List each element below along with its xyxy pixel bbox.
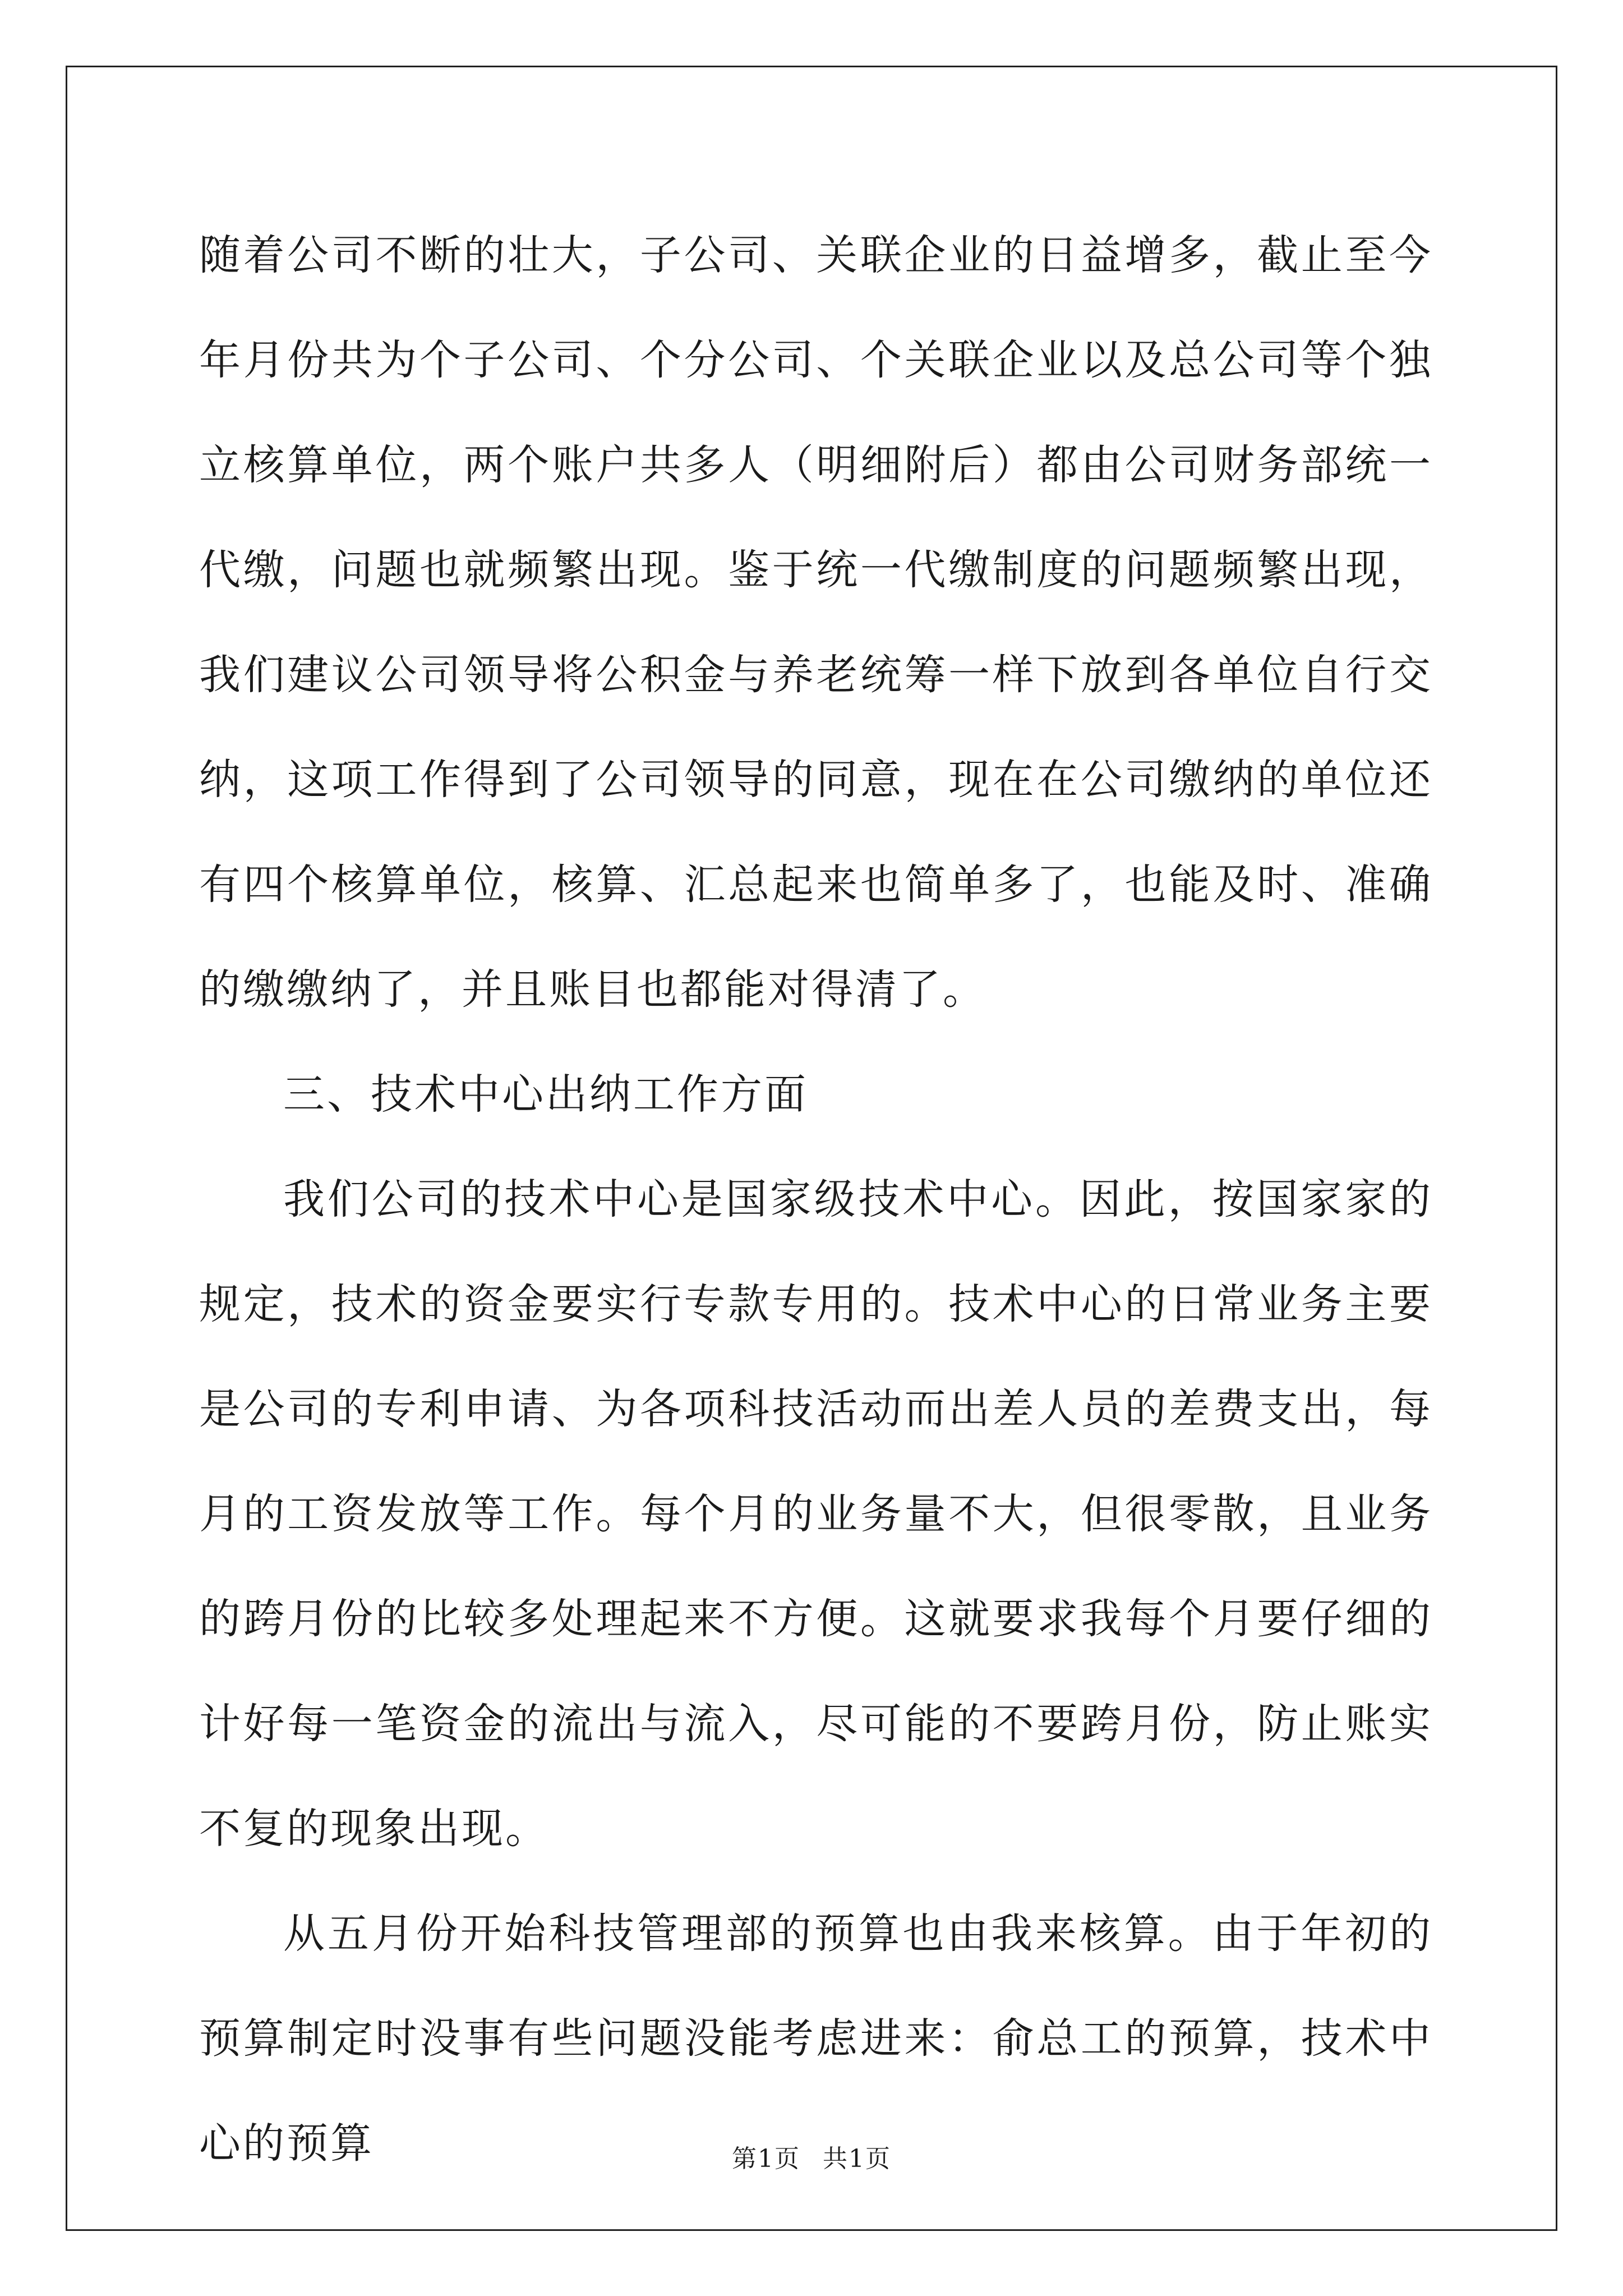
paragraph-2: 我们公司的技术中心是国家级技术中心。因此，按国家家的规定，技术的资金要实行专款专用的。技术中心的日常业务主要是公司的专利申请、为各项科技活动而出差人员的差费支出，每月的工资发放等工作。每个月的业务量不大，但很零散，且业务的跨月份的比较多处理起来不方便。这就要求我每个月要仔细的计好每一笔资金的流出与流入，尽可能的不要跨月份，防止账实不复的现象出现。 <box>199 1175 1433 1853</box>
page-footer <box>0 2138 1623 2174</box>
paragraph-3: 从五月份开始科技管理部的预算也由我来核算。由于年初的预算制定时没事有些问题没能考虑进来：俞总工的预算，技术中心的预算 <box>199 1910 1433 2168</box>
page-number-current: 第1页 <box>732 2145 800 2173</box>
section-heading: 三、技术中心出纳工作方面 <box>283 1070 808 1119</box>
document-body <box>199 203 1433 2196</box>
page-number-total: 共1页 <box>823 2145 891 2173</box>
paragraph-1: 随着公司不断的壮大，子公司、关联企业的日益增多，截止至今年月份共为个子公司、个分公司、个关联企业以及总公司等个独立核算单位，两个账户共多人（明细附后）都由公司财务部统一代缴，问题也就频繁出现。鉴于统一代缴制度的问题频繁出现，我们建议公司领导将公积金与养老统筹一样下放到各单位自行交纳，这项工作得到了公司领导的同意，现在在公司缴纳的单位还有四个核算单位，核算、汇总起来也简单多了，也能及时、准确的缴缴纳了，并且账目也都能对得清了。 <box>199 231 1433 1014</box>
